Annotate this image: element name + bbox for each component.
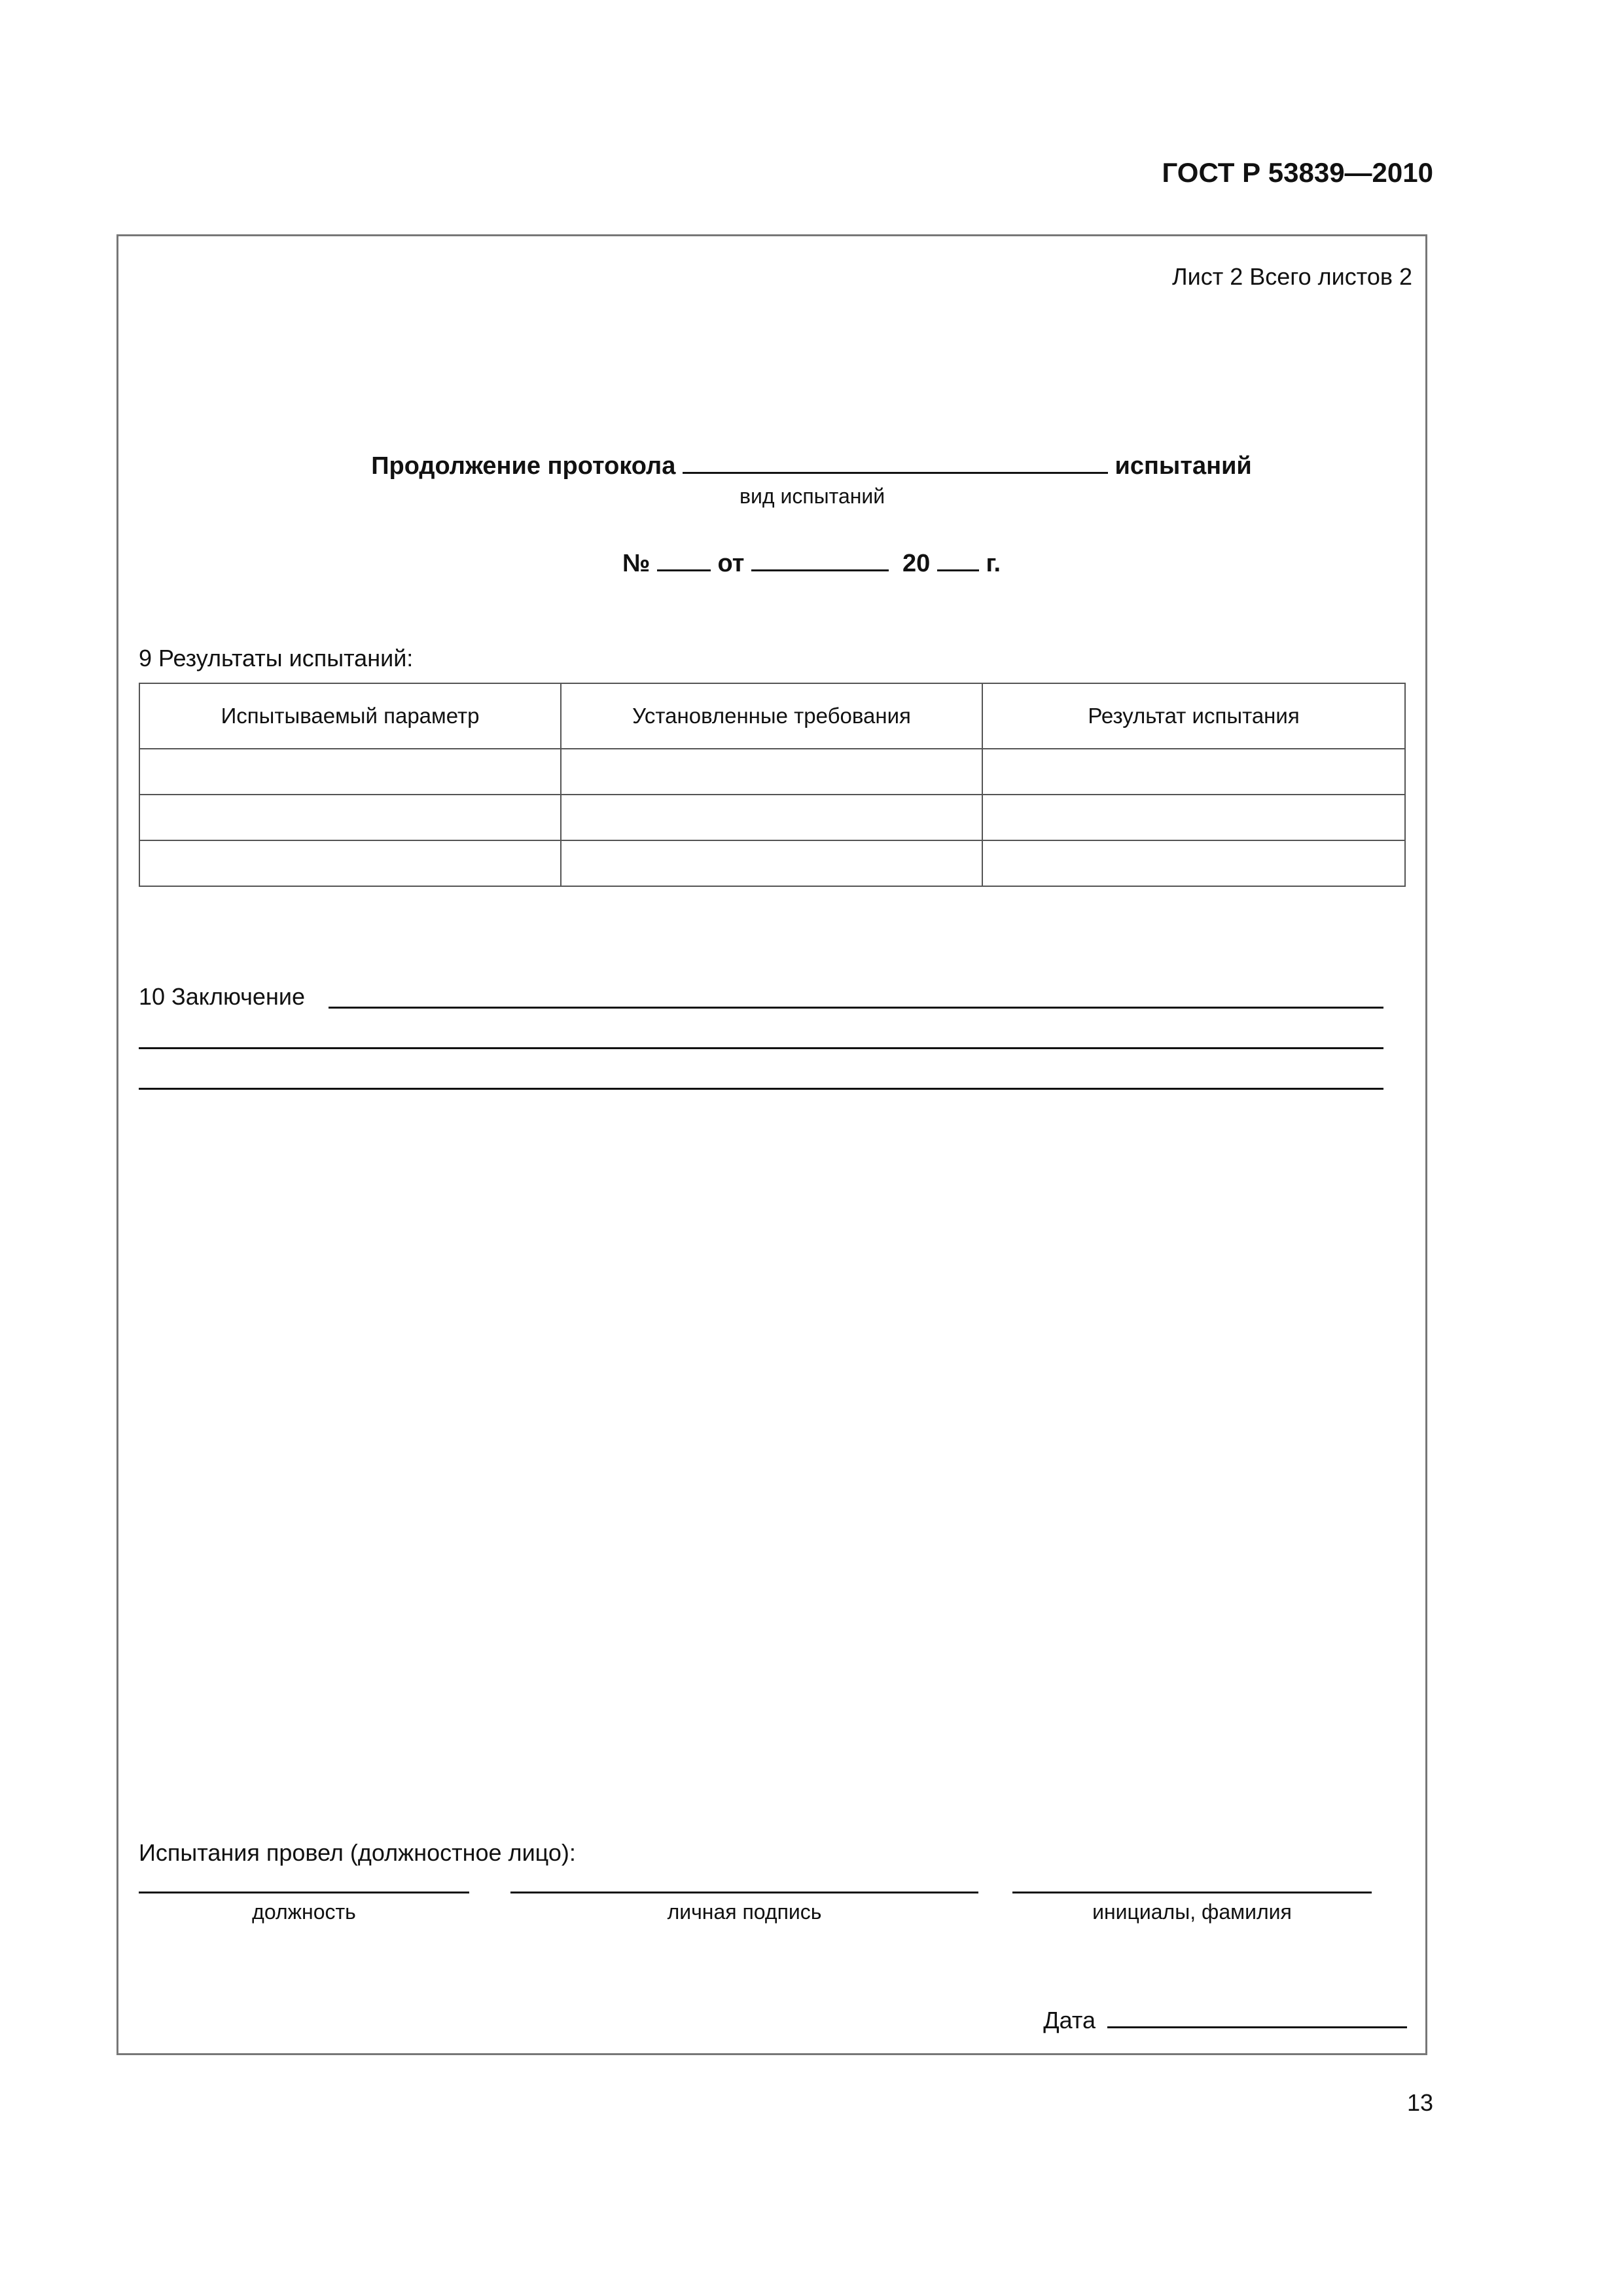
performed-by-heading: Испытания провел (должностное лицо): <box>139 1839 576 1866</box>
column-header: Установленные требования <box>561 683 982 749</box>
from-label: от <box>717 550 745 577</box>
protocol-number-line <box>0 545 1623 578</box>
date-blank[interactable] <box>1107 2001 1407 2028</box>
protocol-title-trail: испытаний <box>1115 452 1252 480</box>
date-row <box>1043 2001 1407 2034</box>
table-cell[interactable] <box>561 795 982 840</box>
protocol-date-blank[interactable] <box>751 545 889 571</box>
number-sign: № <box>622 550 651 577</box>
test-type-caption: вид испытаний <box>740 484 885 508</box>
date-label: Дата <box>1043 2007 1096 2034</box>
year-prefix: 20 <box>902 550 931 577</box>
protocol-number-blank[interactable] <box>657 545 711 571</box>
signature-caption: личная подпись <box>667 1900 822 1924</box>
conclusion-line-3[interactable] <box>139 1088 1383 1090</box>
protocol-title-lead: Продолжение протокола <box>371 452 676 480</box>
table-row <box>139 840 1405 886</box>
year-suffix: г. <box>986 550 1001 577</box>
protocol-title <box>0 447 1623 480</box>
test-type-blank[interactable] <box>683 447 1108 474</box>
conclusion-line-2[interactable] <box>139 1047 1383 1049</box>
standard-designation: ГОСТ Р 53839—2010 <box>1162 157 1433 188</box>
results-table-header <box>139 683 1405 749</box>
table-cell[interactable] <box>139 749 561 795</box>
table-cell[interactable] <box>561 749 982 795</box>
protocol-year-blank[interactable] <box>937 545 979 571</box>
section-10-heading: 10 Заключение <box>139 983 305 1010</box>
table-cell[interactable] <box>982 749 1405 795</box>
table-cell[interactable] <box>982 840 1405 886</box>
conclusion-line-1[interactable] <box>329 1007 1383 1009</box>
column-header: Испытываемый параметр <box>139 683 561 749</box>
name-caption: инициалы, фамилия <box>1092 1900 1292 1924</box>
results-table <box>139 683 1406 887</box>
table-cell[interactable] <box>561 840 982 886</box>
column-header: Результат испытания <box>982 683 1405 749</box>
position-caption: должность <box>252 1900 356 1924</box>
position-line[interactable] <box>139 1892 469 1893</box>
page-number: 13 <box>1406 2089 1433 2116</box>
name-line[interactable] <box>1012 1892 1372 1893</box>
table-cell[interactable] <box>139 795 561 840</box>
signature-line[interactable] <box>510 1892 978 1893</box>
table-row <box>139 795 1405 840</box>
sheet-info: Лист 2 Всего листов 2 <box>1171 263 1412 290</box>
table-cell[interactable] <box>139 840 561 886</box>
table-cell[interactable] <box>982 795 1405 840</box>
table-row <box>139 749 1405 795</box>
section-9-heading: 9 Результаты испытаний: <box>139 645 414 672</box>
